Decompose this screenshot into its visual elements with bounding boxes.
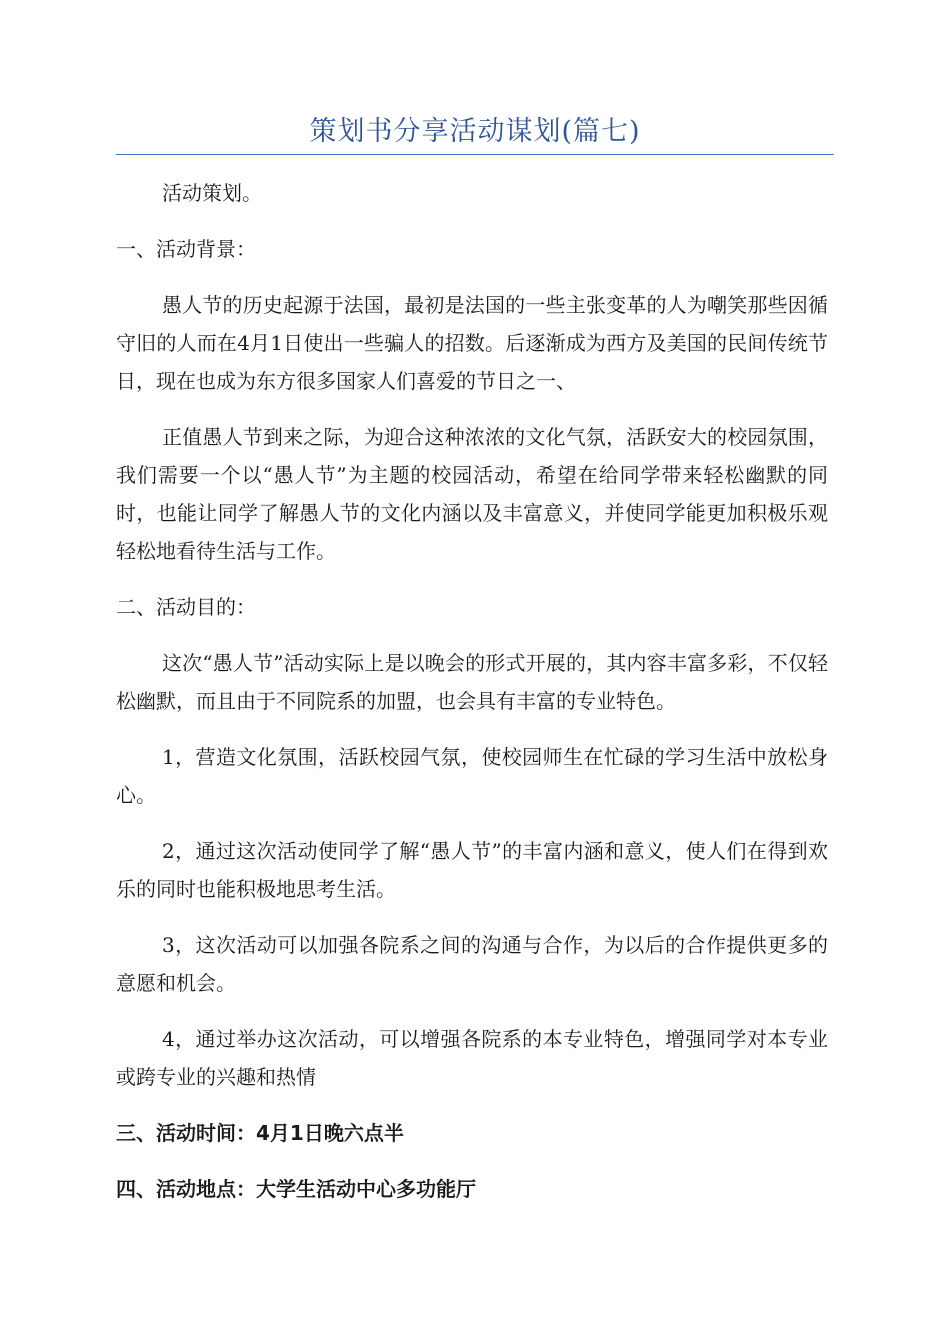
background-paragraph-2: 正值愚人节到来之际，为迎合这种浓浓的文化气氛，活跃安大的校园氛围，我们需要一个以“愚人节”为主题的校园活动，希望在给同学带来轻松幽默的同时，也能让同学了解愚人节的文化内涵以及丰富意义，并使同学能更加积极乐观轻松地看待生活与工作。 xyxy=(116,425,828,563)
section-heading-time: 三、活动时间：4月1日晚六点半 xyxy=(116,1121,404,1145)
document-body xyxy=(116,174,828,1226)
background-paragraph-1: 愚人节的历史起源于法国，最初是法国的一些主张变革的人为嘲笑那些因循守旧的人而在4月1日使出一些骗人的招数。后逐渐成为西方及美国的民间传统节日，现在也成为东方很多国家人们喜爱的节日之一、 xyxy=(116,293,828,393)
title-underline xyxy=(116,154,834,155)
section-heading-purpose: 二、活动目的： xyxy=(116,595,256,619)
purpose-paragraph: 这次“愚人节”活动实际上是以晚会的形式开展的，其内容丰富多彩，不仅轻松幽默，而且由于不同院系的加盟，也会具有丰富的专业特色。 xyxy=(116,651,828,713)
purpose-item-1: 1，营造文化氛围，活跃校园气氛，使校园师生在忙碌的学习生活中放松身心。 xyxy=(116,745,828,807)
purpose-item-3: 3，这次活动可以加强各院系之间的沟通与合作，为以后的合作提供更多的意愿和机会。 xyxy=(116,933,828,995)
purpose-item-4: 4，通过举办这次活动，可以增强各院系的本专业特色，增强同学对本专业或跨专业的兴趣和热情 xyxy=(116,1027,828,1089)
document-title: 策划书分享活动谋划(篇七) xyxy=(309,116,641,147)
section-heading-background: 一、活动背景： xyxy=(116,237,256,261)
purpose-item-2: 2，通过这次活动使同学了解“愚人节”的丰富内涵和意义，使人们在得到欢乐的同时也能积极地思考生活。 xyxy=(116,839,828,901)
intro-paragraph: 活动策划。 xyxy=(162,181,262,205)
section-heading-location: 四、活动地点：大学生活动中心多功能厅 xyxy=(116,1177,476,1201)
